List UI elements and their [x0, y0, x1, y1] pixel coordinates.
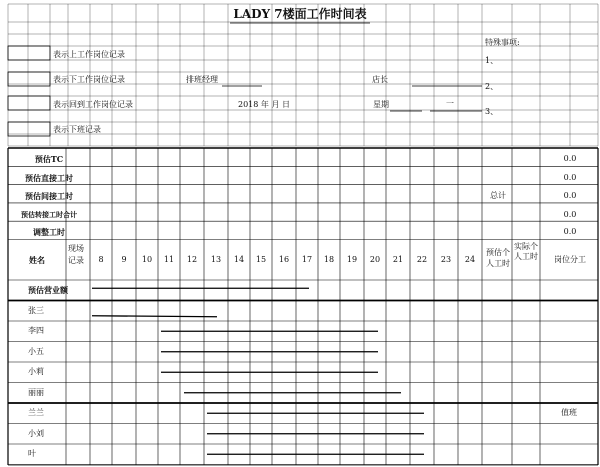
legend-label-on-duty: 表示上工作岗位记录 [53, 50, 125, 59]
summary-label-indirect: 预估间接工时 [25, 191, 73, 201]
hour-label: 24 [464, 255, 476, 264]
hour-label: 21 [392, 255, 404, 264]
staff-name: 李四 [28, 326, 44, 336]
summary-label-tc: 预估TC [34, 154, 64, 164]
summary-label-adjust: 调整工时 [33, 227, 65, 237]
staff-name: 小莉 [28, 367, 44, 377]
hour-label: 16 [278, 255, 290, 264]
summary-label-transfer: 预估转接工时合计 [21, 210, 77, 219]
hour-label: 19 [346, 255, 358, 264]
hour-label: 8 [98, 255, 104, 264]
shift-bar [92, 316, 217, 317]
summary-value: 0.0 [563, 173, 577, 182]
hour-label: 23 [440, 255, 452, 264]
summary-value: 0.0 [563, 191, 577, 200]
hour-label: 17 [301, 255, 313, 264]
hour-label: 10 [141, 255, 153, 264]
manager-label: 排班经理 [186, 75, 218, 84]
column-header-actual-hours: 实际个人工时 [514, 242, 538, 261]
hour-label: 11 [163, 255, 175, 264]
page-title: LADY 7楼面工作时间表 [233, 7, 367, 21]
staff-name: 小五 [28, 346, 44, 356]
hour-label: 18 [323, 255, 335, 264]
hour-label: 22 [416, 255, 428, 264]
column-header-status: 现场记录 [68, 244, 84, 265]
staff-name: 兰兰 [28, 408, 44, 418]
legend-box-on-duty [8, 46, 50, 60]
post-assignment: 值班 [561, 408, 577, 418]
hour-label: 14 [233, 255, 245, 264]
notes-title: 特殊事项: [485, 38, 520, 47]
legend-label-leave: 表示下班记录 [53, 125, 101, 134]
staff-name: 小刘 [28, 428, 44, 438]
store-manager-label: 店长 [372, 75, 388, 84]
hour-label: 13 [210, 255, 222, 264]
hour-label: 15 [255, 255, 267, 264]
note-item-3: 3、 [485, 107, 499, 116]
summary-value: 0.0 [563, 154, 577, 163]
column-header-name: 姓名 [29, 255, 45, 265]
weekday-label: 星期 [373, 100, 389, 109]
staff-name: 预估营业额 [28, 285, 68, 296]
hour-label: 12 [186, 255, 198, 264]
summary-total-label: 总计 [490, 191, 506, 200]
staff-name: 叶 [28, 449, 36, 459]
summary-label-direct: 预估直接工时 [25, 173, 73, 183]
summary-value: 0.0 [563, 227, 577, 236]
legend-box-return [8, 96, 50, 110]
column-header-post: 岗位分工 [554, 255, 586, 264]
date-text: 2018 年 月 日 [238, 100, 290, 109]
hour-label: 20 [369, 255, 381, 264]
weekday-value: 一 [446, 99, 454, 108]
column-header-est-hours: 预估个人工时 [486, 248, 510, 268]
note-item-2: 2、 [485, 82, 499, 91]
summary-value: 0.0 [563, 210, 577, 219]
legend-label-return: 表示回到工作岗位记录 [53, 100, 133, 109]
staff-name: 张三 [28, 305, 44, 315]
hour-label: 9 [121, 255, 127, 264]
staff-name: 丽丽 [28, 387, 44, 397]
legend-label-off-duty: 表示下工作岗位记录 [53, 75, 125, 84]
note-item-1: 1、 [485, 56, 499, 65]
